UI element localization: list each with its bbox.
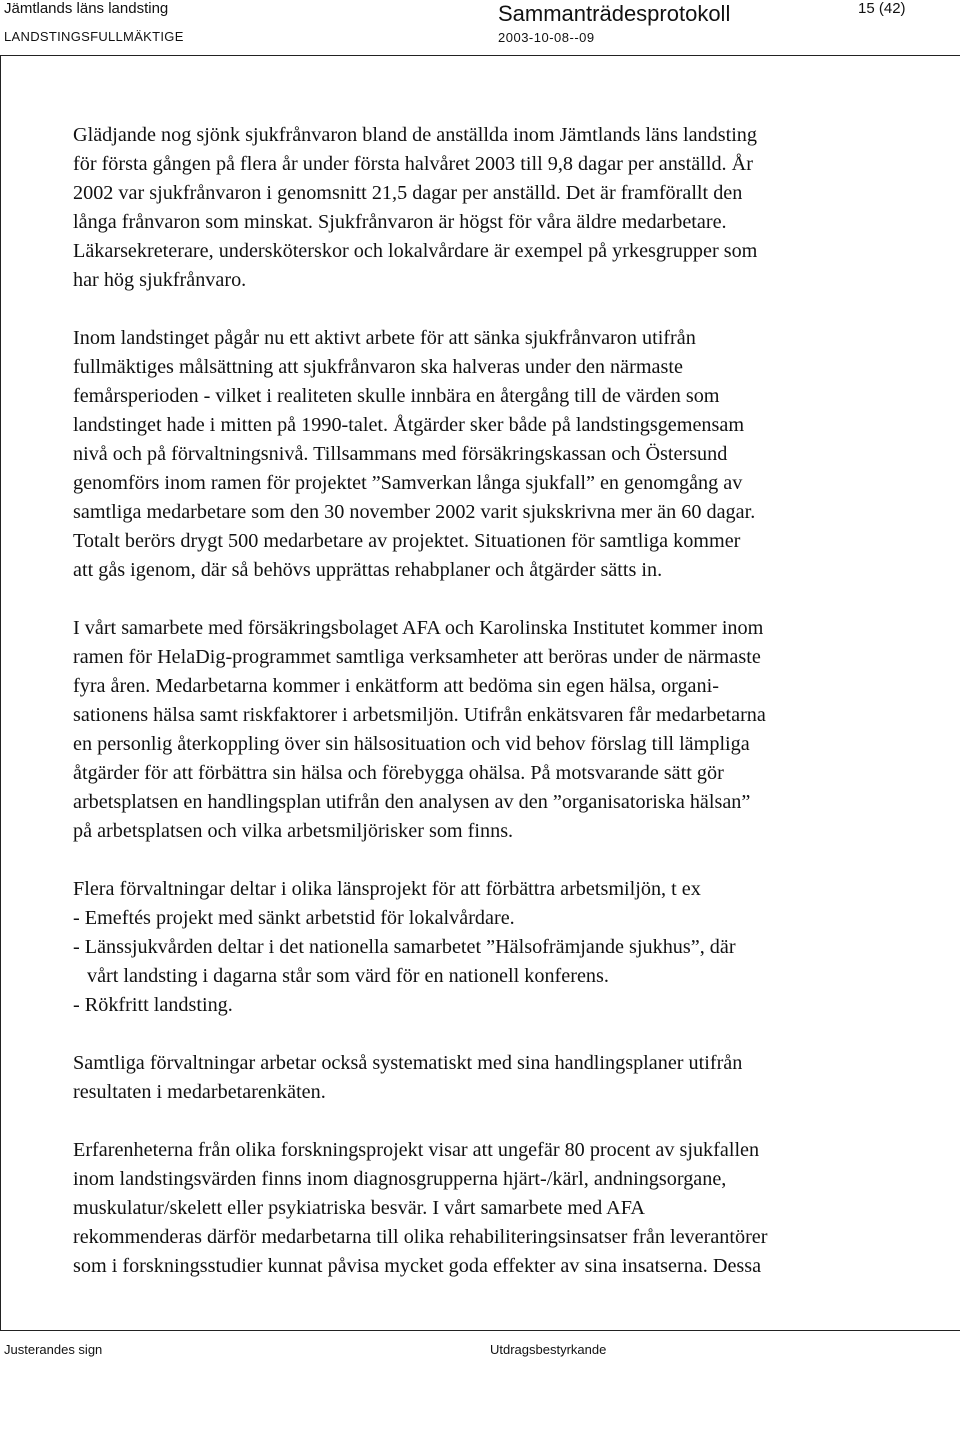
signature-label: Justerandes sign bbox=[4, 1342, 103, 1357]
paragraph-gap bbox=[73, 1020, 943, 1049]
paragraph-gap bbox=[73, 846, 943, 875]
paragraph-research-findings bbox=[73, 1136, 943, 1281]
text-line: Läkarsekreterare, undersköterskor och lokalvårdare är exempel på yrkesgrupper som bbox=[73, 240, 758, 262]
paragraph-gap bbox=[73, 295, 943, 324]
text-line: resultaten i medarbetarenkäten. bbox=[73, 1081, 326, 1103]
text-line: nivå och på förvaltningsnivå. Tillsammans med försäkringskassan och Östersund bbox=[73, 443, 728, 465]
text-line: arbetsplatsen en handlingsplan utifrån den analysen av den ”organisatoriska hälsan” bbox=[73, 791, 751, 813]
text-line: åtgärder för att förbättra sin hälsa och förebygga ohälsa. På motsvarande sätt gör bbox=[73, 762, 724, 784]
text-line: fullmäktiges målsättning att sjukfrånvaron ska halveras under den närmaste bbox=[73, 356, 683, 378]
text-line: som i forskningsstudier kunnat påvisa mycket goda effekter av sina insatserna. Dessa bbox=[73, 1255, 762, 1277]
text-line: samtliga medarbetare som den 30 november 2002 varit sjukskrivna mer än 60 dagar. bbox=[73, 501, 756, 523]
attestation-label: Utdragsbestyrkande bbox=[490, 1342, 607, 1357]
text-line: Glädjande nog sjönk sjukfrånvaron bland de anställda inom Jämtlands läns landsting bbox=[73, 124, 757, 146]
assembly-name: LANDSTINGSFULLMÄKTIGE bbox=[4, 29, 184, 44]
text-line: muskulatur/skelett eller psykiatriska besvär. I vårt samarbete med AFA bbox=[73, 1197, 646, 1219]
text-line: Flera förvaltningar deltar i olika länsprojekt för att förbättra arbetsmiljön, t ex bbox=[73, 878, 701, 900]
text-line: genomförs inom ramen för projektet ”Samverkan långa sjukfall” en genomgång av bbox=[73, 472, 743, 494]
paragraph-county-projects bbox=[73, 875, 943, 1020]
text-line: femårsperioden - vilket i realiteten skulle innbära en återgång till de värden som bbox=[73, 385, 720, 407]
text-line: I vårt samarbete med försäkringsbolaget AFA och Karolinska Institutet kommer inom bbox=[73, 617, 764, 639]
protocol-body bbox=[73, 121, 943, 1281]
text-line: Samtliga förvaltningar arbetar också systematiskt med sina handlingsplaner utifrån bbox=[73, 1052, 743, 1074]
text-line: inom landstingsvärden finns inom diagnosgrupperna hjärt-/kärl, andningsorgane, bbox=[73, 1168, 727, 1190]
text-line: ramen för HelaDig-programmet samtliga verksamheter att beröras under de närmaste bbox=[73, 646, 761, 668]
list-item: - Länssjukvården deltar i det nationella samarbetet ”Hälsofrämjande sjukhus”, där bbox=[73, 936, 736, 958]
page-number: 15 (42) bbox=[858, 0, 906, 17]
paragraph-action-plans bbox=[73, 1049, 943, 1107]
paragraph-gap bbox=[73, 1107, 943, 1136]
paragraph-sick-leave-decline bbox=[73, 121, 943, 295]
organization-name: Jämtlands läns landsting bbox=[4, 0, 169, 17]
text-line: sationens hälsa samt riskfaktorer i arbetsmiljön. Utifrån enkätsvaren får medarbetarna bbox=[73, 704, 766, 726]
text-line: Inom landstinget pågår nu ett aktivt arbete för att sänka sjukfrånvaron utifrån bbox=[73, 327, 696, 349]
text-line: har hög sjukfrånvaro. bbox=[73, 269, 247, 291]
header-rule bbox=[0, 55, 960, 56]
paragraph-afa-cooperation bbox=[73, 614, 943, 846]
text-line: 2002 var sjukfrånvaron i genomsnitt 21,5 dagar per anställd. Det är framförallt den bbox=[73, 182, 743, 204]
footer-rule bbox=[0, 1330, 960, 1331]
meeting-dates: 2003-10-08--09 bbox=[498, 30, 595, 45]
text-line: för första gången på flera år under första halvåret 2003 till 9,8 dagar per anställd. År bbox=[73, 153, 753, 175]
list-item: - Emeftés projekt med sänkt arbetstid för lokalvårdare. bbox=[73, 907, 515, 929]
list-item-continuation: vårt landsting i dagarna står som värd för en nationell konferens. bbox=[87, 965, 609, 987]
margin-rule bbox=[0, 55, 1, 1330]
paragraph-reduction-work bbox=[73, 324, 943, 585]
text-line: Totalt berörs drygt 500 medarbetare av projektet. Situationen för samtliga kommer bbox=[73, 530, 741, 552]
text-line: en personlig återkoppling över sin hälsosituation och vid behov förslag till lämpliga bbox=[73, 733, 750, 755]
text-line: rekommenderas därför medarbetarna till olika rehabiliteringsinsatser från leverantörer bbox=[73, 1226, 768, 1248]
paragraph-gap bbox=[73, 585, 943, 614]
text-line: Erfarenheterna från olika forskningsprojekt visar att ungefär 80 procent av sjukfallen bbox=[73, 1139, 760, 1161]
text-line: på arbetsplatsen och vilka arbetsmiljörisker som finns. bbox=[73, 820, 514, 842]
text-line: långa frånvaron som minskat. Sjukfrånvaron är högst för våra äldre medarbetare. bbox=[73, 211, 727, 233]
text-line: landstinget hade i mitten på 1990-talet. Åtgärder sker både på landstingsgemensam bbox=[73, 414, 745, 436]
document-title: Sammanträdesprotokoll bbox=[498, 1, 731, 26]
text-line: fyra åren. Medarbetarna kommer i enkätform att bedöma sin egen hälsa, organi- bbox=[73, 675, 719, 697]
list-item: - Rökfritt landsting. bbox=[73, 994, 233, 1016]
text-line: att gås igenom, där så behövs upprättas rehabplaner och åtgärder sätts in. bbox=[73, 559, 663, 581]
